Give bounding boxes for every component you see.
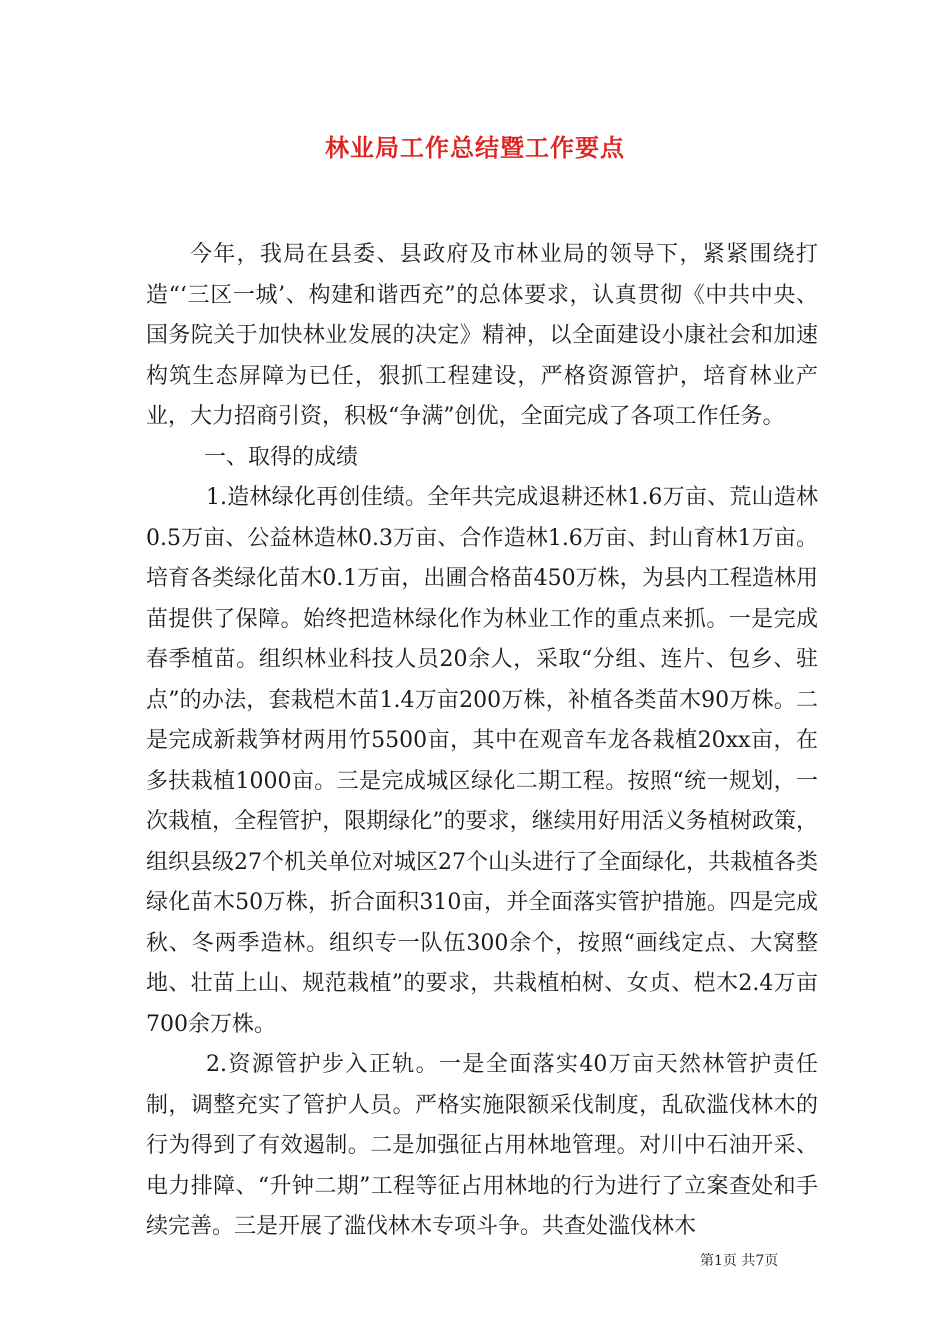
document-body xyxy=(146,235,818,1248)
document-title: 林业局工作总结暨工作要点 xyxy=(325,133,625,162)
item-1-paragraph: 1.造林绿化再创佳绩。全年共完成退耕还林1.6万亩、荒山造林0.5万亩、公益林造林0.3万亩、合作造林1.6万亩、封山育林1万亩。培育各类绿化苗木0.1万亩，出圃合格苗450万株，为县内工程造林用苗提供了保障。始终把造林绿化作为林业工作的重点来抓。一是完成春季植苗。组织林业科技人员20余人，采取“分组、连片、包乡、驻点”的办法，套栽桤木苗1.4万亩200万株，补植各类苗木90万株。二是完成新栽笋材两用竹5500亩，其中在观音车龙各栽植20xx亩，在多扶栽植1000亩。三是完成城区绿化二期工程。按照“统一规划，一次栽植，全程管护，限期绿化”的要求，继续用好用活义务植树政策，组织县级27个机关单位对城区27个山头进行了全面绿化，共栽植各类绿化苗木50万株，折合面积310亩，并全面落实管护措施。四是完成秋、冬两季造林。组织专一队伍300余个，按照“画线定点、大窝整地、壮苗上山、规范栽植”的要求，共栽植柏树、女贞、桤木2.4万亩700余万株。 xyxy=(146,485,818,1037)
section-heading: 一、取得的成绩 xyxy=(204,444,359,470)
intro-paragraph: 今年，我局在县委、县政府及市林业局的领导下，紧紧围绕打造“‘三区一城’、构建和谐西充”的总体要求，认真贯彻《中共中央、国务院关于加快林业发展的决定》精神，以全面建设小康社会和加速构筑生态屏障为已任，狠抓工程建设，严格资源管护，培育林业产业，大力招商引资，积极“争满”创优，全面完成了各项工作任务。 xyxy=(146,242,818,429)
item-2-paragraph: 2.资源管护步入正轨。一是全面落实40万亩天然林管护责任制，调整充实了管护人员。严格实施限额采伐制度，乱砍滥伐林木的行为得到了有效遏制。二是加强征占用林地管理。对川中石油开采、电力排障、“升钟二期”工程等征占用林地的行为进行了立案查处和手续完善。三是开展了滥伐林木专项斗争。共查处滥伐林木 xyxy=(146,1052,818,1239)
page-number: 第1页 共7页 xyxy=(700,1253,779,1269)
